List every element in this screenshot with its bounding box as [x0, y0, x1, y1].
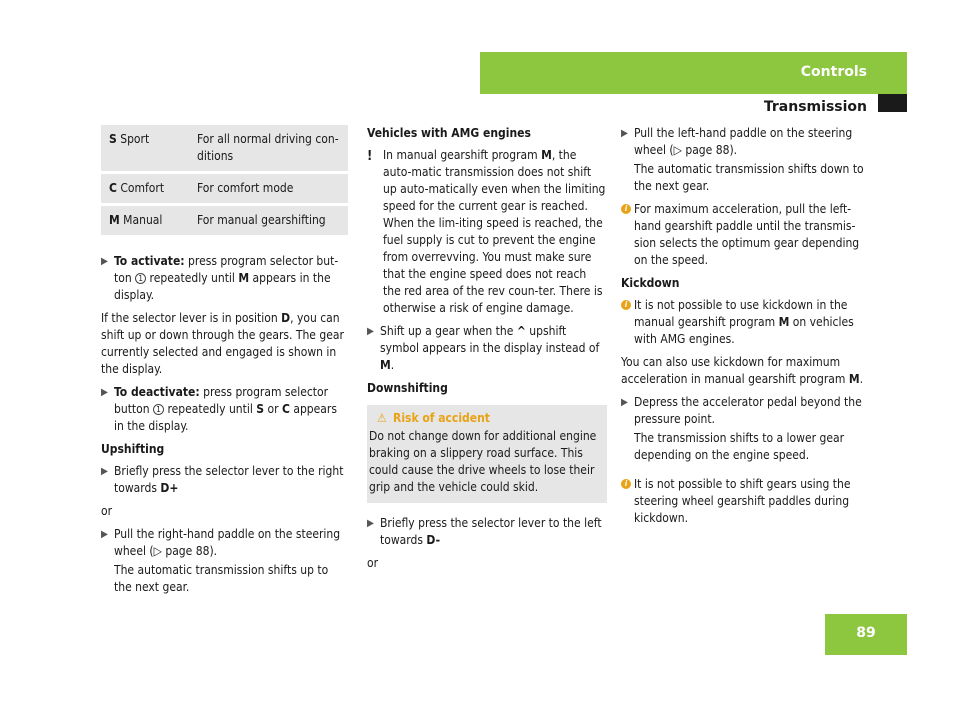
activate-step: ▶ To activate: press program selector but-ton 1 repeatedly until M appears in the display.	[101, 254, 339, 302]
risk-box	[367, 405, 607, 503]
info-note: i For maximum acceleration, pull the left-hand gearshift paddle until the transmis-sion selects the optimum gear depending on the speed.	[621, 201, 868, 269]
amg-heading: Vehicles with AMG engines	[367, 126, 531, 140]
mode-desc: For manual gearshifting	[189, 205, 348, 237]
bullet-arrow-icon: ▶	[101, 529, 108, 540]
upshift-result: The automatic transmission shifts up to the next gear.	[114, 563, 329, 594]
warning-triangle-icon: ⚠	[377, 411, 387, 425]
selector-paragraph: If the selector lever is in position D, you can shift up or down through the gears. The gear currently selected and engaged is shown in the display.	[101, 311, 344, 376]
or-text: or	[367, 556, 379, 570]
or-text: or	[101, 504, 113, 518]
button-number-icon: 1	[135, 273, 146, 284]
mode-name: Comfort	[116, 181, 165, 195]
kickdown-paragraph: You can also use kickdown for maximum acceleration in manual gearshift program M.	[621, 355, 863, 386]
mode-key: M	[109, 213, 120, 227]
downshifting-heading: Downshifting	[367, 381, 448, 395]
depress-step: ▶ Depress the accelerator pedal beyond the pressure point.	[621, 395, 862, 426]
section-tab-label: Controls	[800, 64, 867, 80]
upshift-step-1: ▶ Briefly press the selector lever to the right towards D+	[101, 464, 344, 495]
column-1	[101, 125, 348, 602]
info-icon: i	[621, 204, 631, 214]
risk-text: Do not change down for additional engine braking on a slippery road surface. This could cause the drive wheels to lose their grip and the vehicle could skid.	[369, 429, 597, 494]
page-number: 89	[856, 625, 876, 641]
table-row	[101, 205, 348, 237]
info-note: i It is not possible to use kickdown in the manual gearshift program M on vehicles with AMG engines.	[621, 297, 868, 348]
downshift-step: ▶ Briefly press the selector lever to the left towards D-	[367, 516, 602, 547]
amg-warning: ! In manual gearshift program M, the auto-matic transmission does not shift up auto-matically even when the limiting speed for the current gear is reached. When the lim-iting speed is reached, the fuel supply is cut to prevent the engine from overrevving. You must make sure that the engine speed does not reach the red area of the rev coun-ter. There is otherwise a risk of engine damage.	[367, 148, 606, 315]
page-title: Transmission	[763, 99, 867, 115]
bullet-arrow-icon: ▶	[101, 256, 108, 267]
mode-desc: For all normal driving con-ditions	[189, 125, 348, 173]
pull-left-result: The automatic transmission shifts down to the next gear.	[634, 162, 864, 193]
depress-result: The transmission shifts to a lower gear depending on the engine speed.	[634, 431, 845, 462]
upshifting-heading: Upshifting	[101, 442, 165, 456]
bullet-arrow-icon: ▶	[621, 128, 628, 139]
info-icon: i	[621, 300, 631, 310]
shift-up-step: ▶ Shift up a gear when the ^ upshift symbol appears in the display instead of M.	[367, 324, 600, 372]
table-row	[101, 125, 348, 173]
info-icon: i	[621, 479, 631, 489]
thumb-marker	[878, 94, 907, 112]
exclamation-icon: !	[367, 149, 373, 164]
column-3	[621, 125, 868, 533]
kickdown-heading: Kickdown	[621, 276, 680, 290]
program-table	[101, 125, 348, 238]
bullet-arrow-icon: ▶	[101, 387, 108, 398]
table-row	[101, 173, 348, 205]
bullet-arrow-icon: ▶	[101, 466, 108, 477]
pull-left-step: ▶ Pull the left-hand paddle on the steering wheel (▷ page 88).	[621, 126, 853, 157]
bullet-arrow-icon: ▶	[621, 397, 628, 408]
button-number-icon: 1	[153, 404, 164, 415]
mode-name: Manual	[119, 213, 163, 227]
upshift-step-2: ▶ Pull the right-hand paddle on the steering wheel (▷ page 88).	[101, 527, 341, 558]
page-number-box	[825, 614, 907, 655]
column-2	[367, 125, 607, 578]
section-tab-controls	[480, 52, 907, 94]
info-note: i It is not possible to shift gears using the steering wheel gearshift paddles during kickdown.	[621, 476, 868, 527]
mode-name: Sport	[116, 132, 150, 146]
deactivate-step: ▶ To deactivate: press program selector button 1 repeatedly until S or C appears in the display.	[101, 385, 337, 433]
bullet-arrow-icon: ▶	[367, 518, 374, 529]
mode-key: C	[109, 181, 117, 195]
mode-desc: For comfort mode	[189, 173, 348, 205]
risk-title: Risk of accident	[393, 411, 490, 425]
bullet-arrow-icon: ▶	[367, 326, 374, 337]
mode-key: S	[109, 132, 117, 146]
